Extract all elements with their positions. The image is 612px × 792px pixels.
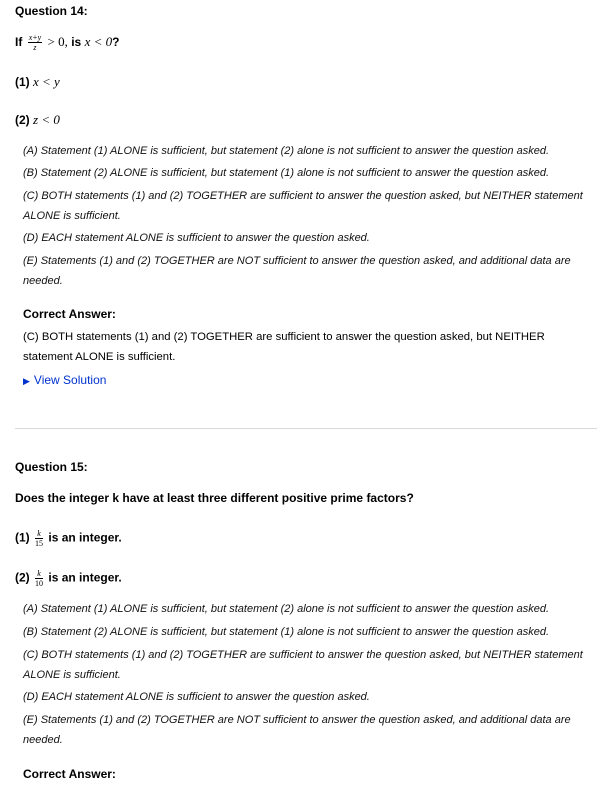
triangle-right-icon: ▶ <box>23 376 30 386</box>
question-15-title: Question 15: <box>15 460 88 474</box>
statement-1-tail: is an integer. <box>48 530 122 545</box>
question-14-statement-2 <box>15 112 60 128</box>
q14-option-b[interactable]: (B) Statement (2) ALONE is sufficient, but statement (1) alone is not sufficient to answer the question asked. <box>23 167 550 179</box>
q14-correct-answer-label: Correct Answer: <box>23 307 116 321</box>
stem-fraction <box>28 34 43 51</box>
question-14-title: Question 14: <box>15 4 88 18</box>
statement-2-math: z < 0 <box>33 112 60 127</box>
q14-option-a[interactable]: (A) Statement (1) ALONE is sufficient, but statement (2) alone is not sufficient to answer the question asked. <box>23 145 550 157</box>
q14-option-c[interactable]: (C) BOTH statements (1) and (2) TOGETHER are sufficient to answer the question asked, but NEITHER statement ALONE is sufficient. <box>23 190 583 222</box>
statement-1-math: x < y <box>33 74 60 89</box>
statement-1-label: (1) <box>15 75 30 89</box>
q15-option-b[interactable]: (B) Statement (2) ALONE is sufficient, but statement (1) alone is not sufficient to answer the question asked. <box>23 626 550 638</box>
stem-question-mark: ? <box>112 35 120 49</box>
statement-2-fraction <box>35 570 43 587</box>
q14-option-d[interactable]: (D) EACH statement ALONE is sufficient to answer the question asked. <box>23 232 370 244</box>
fraction-numerator: k <box>35 570 43 579</box>
view-solution-link[interactable] <box>23 373 106 387</box>
fraction-denominator: 10 <box>35 579 44 588</box>
statement-2-label: (2) <box>15 570 30 585</box>
q15-option-a[interactable]: (A) Statement (1) ALONE is sufficient, but statement (2) alone is not sufficient to answer the question asked. <box>23 603 550 615</box>
fraction-denominator: z <box>33 43 37 53</box>
statement-2-tail: is an integer. <box>48 570 122 585</box>
statement-1-label: (1) <box>15 530 30 545</box>
question-15-stem: Does the integer k have at least three different positive prime factors? <box>15 491 414 505</box>
view-solution-label: View Solution <box>33 373 107 387</box>
question-15-statement-1 <box>15 530 122 547</box>
question-15-statement-2 <box>15 570 122 587</box>
q14-option-e[interactable]: (E) Statements (1) and (2) TOGETHER are NOT sufficient to answer the question asked, and additional data are needed. <box>23 255 571 287</box>
q14-correct-answer-text: (C) BOTH statements (1) and (2) TOGETHER are sufficient to answer the question asked, but NEITHER statement ALONE is sufficient. <box>23 331 545 363</box>
q15-option-c[interactable]: (C) BOTH statements (1) and (2) TOGETHER are sufficient to answer the question asked, but NEITHER statement ALONE is sufficient. <box>23 649 583 681</box>
stem-if: If <box>15 35 23 49</box>
q15-option-e[interactable]: (E) Statements (1) and (2) TOGETHER are NOT sufficient to answer the question asked, and additional data are needed. <box>23 714 571 746</box>
stem-is: is <box>71 35 82 49</box>
statement-1-fraction <box>35 530 43 547</box>
section-divider <box>15 428 597 429</box>
q15-correct-answer-label: Correct Answer: <box>23 767 116 781</box>
fraction-numerator: x+y <box>28 33 42 43</box>
statement-2-label: (2) <box>15 113 30 127</box>
fraction-denominator: 15 <box>35 539 44 548</box>
question-14-statement-1 <box>15 74 60 90</box>
question-14-stem <box>15 34 119 51</box>
stem-query: x < 0 <box>84 34 113 49</box>
q15-option-d[interactable]: (D) EACH statement ALONE is sufficient to answer the question asked. <box>23 691 370 703</box>
stem-condition: > 0, <box>47 34 68 49</box>
fraction-numerator: k <box>35 530 43 539</box>
